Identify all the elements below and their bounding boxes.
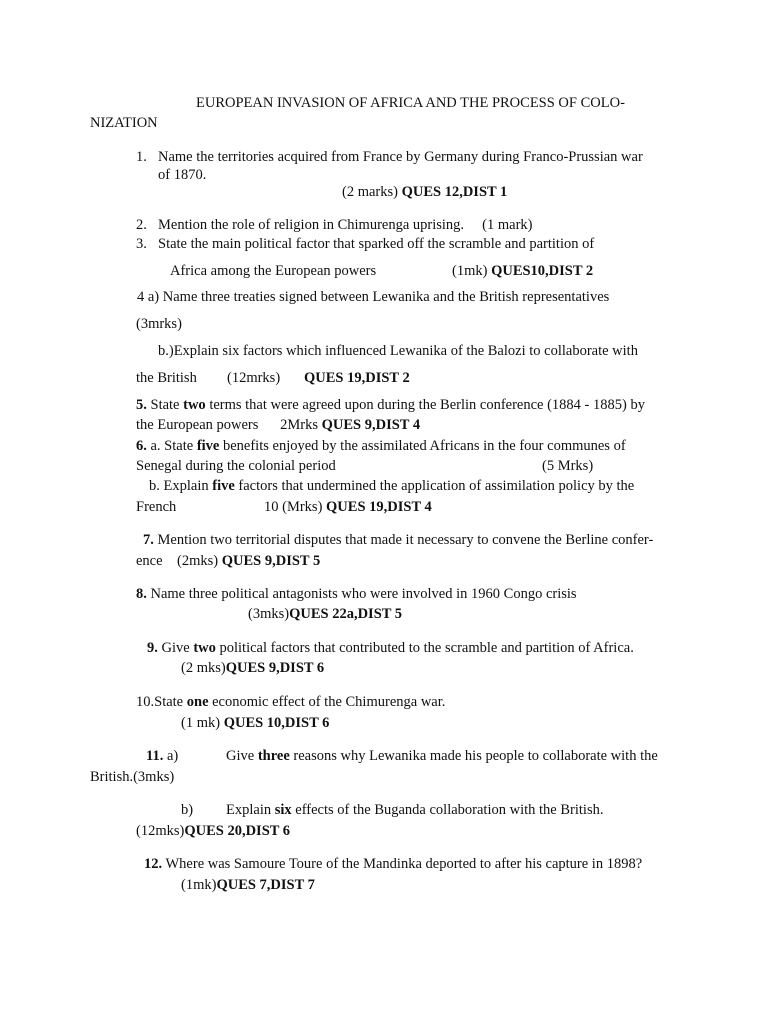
- question-marks: [136, 416, 420, 434]
- question-marks: (5 Mrks): [542, 458, 594, 474]
- text-span: Name three political antagonists who were involved in 1960 Congo crisis: [146, 586, 577, 602]
- text-span: Give: [157, 640, 194, 656]
- text-span: Explain: [226, 802, 275, 818]
- reference-text: QUES 19,DIST 2: [304, 370, 410, 386]
- question-text: [136, 585, 577, 603]
- text-span: a. State: [146, 438, 197, 454]
- question-marks: [342, 183, 507, 201]
- question-reference: QUES 9,DIST 6: [225, 660, 325, 676]
- question-marks: (12mrks): [227, 370, 281, 386]
- question-text: [226, 747, 658, 765]
- question-text: Africa among the European powers: [170, 263, 377, 279]
- question-text: the British: [136, 370, 197, 386]
- question-text: [226, 801, 603, 819]
- question-number: 5.: [136, 397, 147, 413]
- question-marks: [264, 498, 432, 516]
- question-number: 6.: [136, 438, 147, 454]
- text-span: terms that were agreed upon during the Berlin conference (1884 - 1885) by: [205, 397, 645, 413]
- question-number: 12.: [144, 856, 163, 872]
- question-text: French: [136, 499, 177, 515]
- question-number: 2.: [136, 217, 147, 233]
- question-text: [143, 531, 653, 549]
- text-span: (1mk): [181, 877, 217, 893]
- text-span: (2 mks): [181, 660, 226, 676]
- question-text: Name the territories acquired from France by Germany during Franco-Prussian war: [158, 149, 643, 165]
- question-number: 1.: [136, 149, 147, 165]
- text-span: ence (2mks): [136, 553, 222, 569]
- question-text: [136, 437, 626, 455]
- question-text: [149, 477, 634, 495]
- question-text: [144, 855, 642, 873]
- text-span: 10 (Mrks): [264, 499, 327, 515]
- text-span: b. Explain: [149, 478, 213, 494]
- emphasis: three: [257, 748, 290, 764]
- question-text: Mention the role of religion in Chimurenga uprising. (1 mark): [158, 217, 533, 233]
- question-number: 9.: [147, 640, 158, 656]
- question-marks: British.(3mks): [90, 769, 175, 785]
- question-reference: QUES 10,DIST 6: [223, 715, 330, 731]
- question-number: 3.: [136, 236, 147, 252]
- question-text: Senegal during the colonial period: [136, 458, 336, 474]
- question-marks: [181, 714, 329, 732]
- question-number: 8.: [136, 586, 147, 602]
- text-span: a): [163, 748, 179, 764]
- emphasis: five: [196, 438, 220, 454]
- text-span: economic effect of the Chimurenga war.: [208, 694, 446, 710]
- question-marks: [181, 876, 315, 894]
- question-reference: QUES 19,DIST 4: [326, 499, 432, 515]
- question-marks: [248, 605, 402, 623]
- question-number: 11.: [146, 748, 164, 764]
- emphasis: five: [212, 478, 235, 494]
- question-reference: QUES 9,DIST 4: [321, 417, 421, 433]
- question-marks: [136, 552, 320, 570]
- emphasis: two: [193, 640, 216, 656]
- question-text: of 1870.: [158, 167, 207, 183]
- text-span: effects of the Buganda collaboration with the British.: [291, 802, 604, 818]
- question-reference: [304, 369, 410, 387]
- question-label: [146, 747, 178, 765]
- question-marks: [181, 659, 324, 677]
- question-text: [147, 639, 634, 657]
- question-reference: QUES 20,DIST 6: [184, 823, 291, 839]
- question-number: 7.: [143, 532, 154, 548]
- title-line-1: EUROPEAN INVASION OF AFRICA AND THE PROCESS OF COLO-: [196, 95, 625, 111]
- text-span: reasons why Lewanika made his people to collaborate with the: [289, 748, 658, 764]
- question-label: b): [181, 802, 194, 818]
- question-reference: QUES 22a,DIST 5: [289, 606, 403, 622]
- text-span: 10.State: [136, 694, 187, 710]
- text-span: Give: [226, 748, 258, 764]
- question-reference: QUES10,DIST 2: [491, 263, 594, 279]
- marks-text: (1mk): [452, 263, 492, 279]
- question-reference: QUES 12,DIST 1: [401, 184, 508, 200]
- question-text: 4 a) Name three treaties signed between Lewanika and the British representatives: [137, 289, 610, 305]
- text-span: Where was Samoure Toure of the Mandinka deported to after his capture in 1898?: [162, 856, 643, 872]
- text-span: Mention two territorial disputes that made it necessary to convene the Berline confer-: [153, 532, 654, 548]
- text-span: State: [146, 397, 184, 413]
- question-marks: [136, 822, 290, 840]
- text-span: (3mks): [248, 606, 290, 622]
- question-reference: QUES 9,DIST 5: [221, 553, 321, 569]
- emphasis: one: [186, 694, 209, 710]
- emphasis: two: [183, 397, 206, 413]
- question-reference: QUES 7,DIST 7: [216, 877, 315, 893]
- text-span: (1 mk): [181, 715, 224, 731]
- question-marks: (3mrks): [136, 316, 182, 332]
- question-text: [136, 693, 445, 711]
- question-text: b.)Explain six factors which influenced Lewanika of the Balozi to collaborate with: [158, 343, 638, 359]
- marks-text: (2 marks): [342, 184, 402, 200]
- text-span: the European powers 2Mrks: [136, 417, 322, 433]
- question-marks: [452, 262, 593, 280]
- question-text: [136, 396, 645, 414]
- text-span: (12mks): [136, 823, 185, 839]
- emphasis: six: [274, 802, 292, 818]
- text-span: factors that undermined the application of assimilation policy by the: [234, 478, 635, 494]
- title-line-2: NIZATION: [90, 115, 158, 131]
- text-span: benefits enjoyed by the assimilated Africans in the four communes of: [219, 438, 626, 454]
- question-text: State the main political factor that sparked off the scramble and partition of: [158, 236, 595, 252]
- text-span: political factors that contributed to the scramble and partition of Africa.: [215, 640, 634, 656]
